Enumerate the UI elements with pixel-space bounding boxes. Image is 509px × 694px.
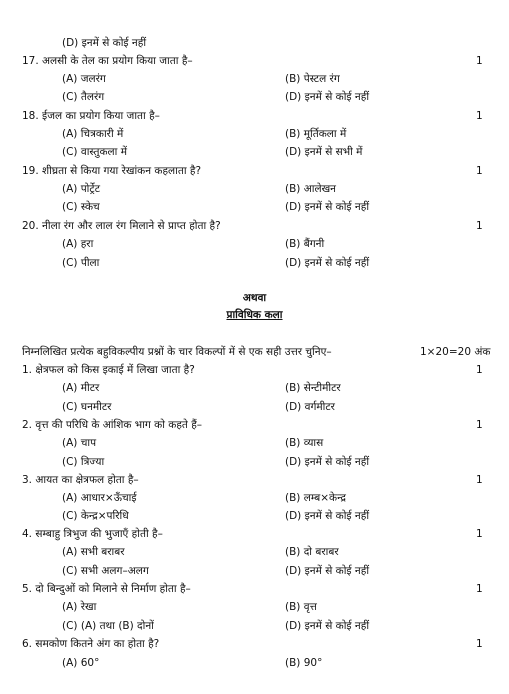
q19-option-c: (C) स्केच	[62, 201, 100, 213]
q20-option-c: (C) पीला	[62, 257, 100, 269]
question-b2: 2. वृत्त की परिधि के आंशिक भाग को कहते हैं–	[22, 419, 203, 431]
b1-option-c: (C) घनमीटर	[62, 401, 112, 413]
b5-option-b: (B) वृत्त	[285, 601, 317, 613]
question-20: 20. नीला रंग और लाल रंग मिलाने से प्राप्त होता है?	[22, 220, 221, 232]
b3-option-b: (B) लम्ब×केन्द्र	[285, 492, 346, 504]
b2-option-a: (A) चाप	[62, 437, 97, 449]
q17-option-d: (D) इनमें से कोई नहीं	[285, 91, 370, 103]
b5-option-d: (D) इनमें से कोई नहीं	[285, 620, 370, 632]
question-17: 17. अलसी के तेल का प्रयोग किया जाता है–	[22, 55, 193, 67]
option-d-prev: (D) इनमें से कोई नहीं	[62, 37, 147, 49]
question-b3-mark: 1	[476, 474, 483, 486]
question-20-mark: 1	[476, 220, 483, 232]
question-b6: 6. समकोण कितने अंग का होता है?	[22, 638, 160, 650]
b2-option-b: (B) व्यास	[285, 437, 324, 449]
q18-option-b: (B) मूर्तिकला में	[285, 128, 347, 140]
b5-option-a: (A) रेखा	[62, 601, 97, 613]
b6-option-b: (B) 90°	[285, 657, 323, 669]
q17-option-c: (C) तैलरंग	[62, 91, 105, 103]
question-b6-mark: 1	[476, 638, 483, 650]
b4-option-a: (A) सभी बराबर	[62, 546, 125, 558]
q18-option-d: (D) इनमें से सभी में	[285, 146, 363, 158]
question-19: 19. शीघ्रता से किया गया रेखांकन कहलाता है?	[22, 165, 202, 177]
q20-option-a: (A) हरा	[62, 238, 94, 250]
question-17-mark: 1	[476, 55, 483, 67]
b4-option-c: (C) सभी अलग–अलग	[62, 565, 149, 577]
instruction: निम्नलिखित प्रत्येक बहुविकल्पीय प्रश्नों के चार विकल्पों में से एक सही उत्तर चुनिए–	[22, 346, 332, 358]
b5-option-c: (C) (A) तथा (B) दोनों	[62, 620, 154, 632]
b1-option-a: (A) मीटर	[62, 382, 100, 394]
q20-option-d: (D) इनमें से कोई नहीं	[285, 257, 370, 269]
question-b4: 4. सम्बाहु त्रिभुज की भुजाएँ होती है–	[22, 528, 163, 540]
b1-option-b: (B) सेन्टीमीटर	[285, 382, 341, 394]
question-b2-mark: 1	[476, 419, 483, 431]
b4-option-b: (B) दो बराबर	[285, 546, 339, 558]
question-18-mark: 1	[476, 110, 483, 122]
b4-option-d: (D) इनमें से कोई नहीं	[285, 565, 370, 577]
q19-option-b: (B) आलेखन	[285, 183, 337, 195]
q17-option-b: (B) पेस्टल रंग	[285, 73, 340, 85]
question-b5-mark: 1	[476, 583, 483, 595]
q20-option-b: (B) बैंगनी	[285, 238, 325, 250]
q18-option-c: (C) वास्तुकला में	[62, 146, 128, 158]
b1-option-d: (D) वर्गमीटर	[285, 401, 335, 413]
question-b5: 5. दो बिन्दुओं को मिलाने से निर्माण होता है–	[22, 583, 191, 595]
b3-option-d: (D) इनमें से कोई नहीं	[285, 510, 370, 522]
q17-option-a: (A) जलरंग	[62, 73, 106, 85]
or-heading: अथवा	[242, 292, 267, 304]
q19-option-d: (D) इनमें से कोई नहीं	[285, 201, 370, 213]
question-b4-mark: 1	[476, 528, 483, 540]
question-b3: 3. आयत का क्षेत्रफल होता है–	[22, 474, 139, 486]
b6-option-a: (A) 60°	[62, 657, 100, 669]
question-18: 18. ईजल का प्रयोग किया जाता है–	[22, 110, 160, 122]
question-b1-mark: 1	[476, 364, 483, 376]
section-title: प्राविधिक कला	[226, 309, 283, 321]
question-19-mark: 1	[476, 165, 483, 177]
q19-option-a: (A) पोर्ट्रेट	[62, 183, 100, 195]
total-marks: 1×20=20 अंक	[420, 346, 491, 358]
b2-option-c: (C) त्रिज्या	[62, 456, 105, 468]
q18-option-a: (A) चित्रकारी में	[62, 128, 124, 140]
b3-option-c: (C) केन्द्र×परिधि	[62, 510, 129, 522]
question-b1: 1. क्षेत्रफल को किस इकाई में लिखा जाता है?	[22, 364, 195, 376]
b3-option-a: (A) आधार×ऊँचाई	[62, 492, 137, 504]
b2-option-d: (D) इनमें से कोई नहीं	[285, 456, 370, 468]
